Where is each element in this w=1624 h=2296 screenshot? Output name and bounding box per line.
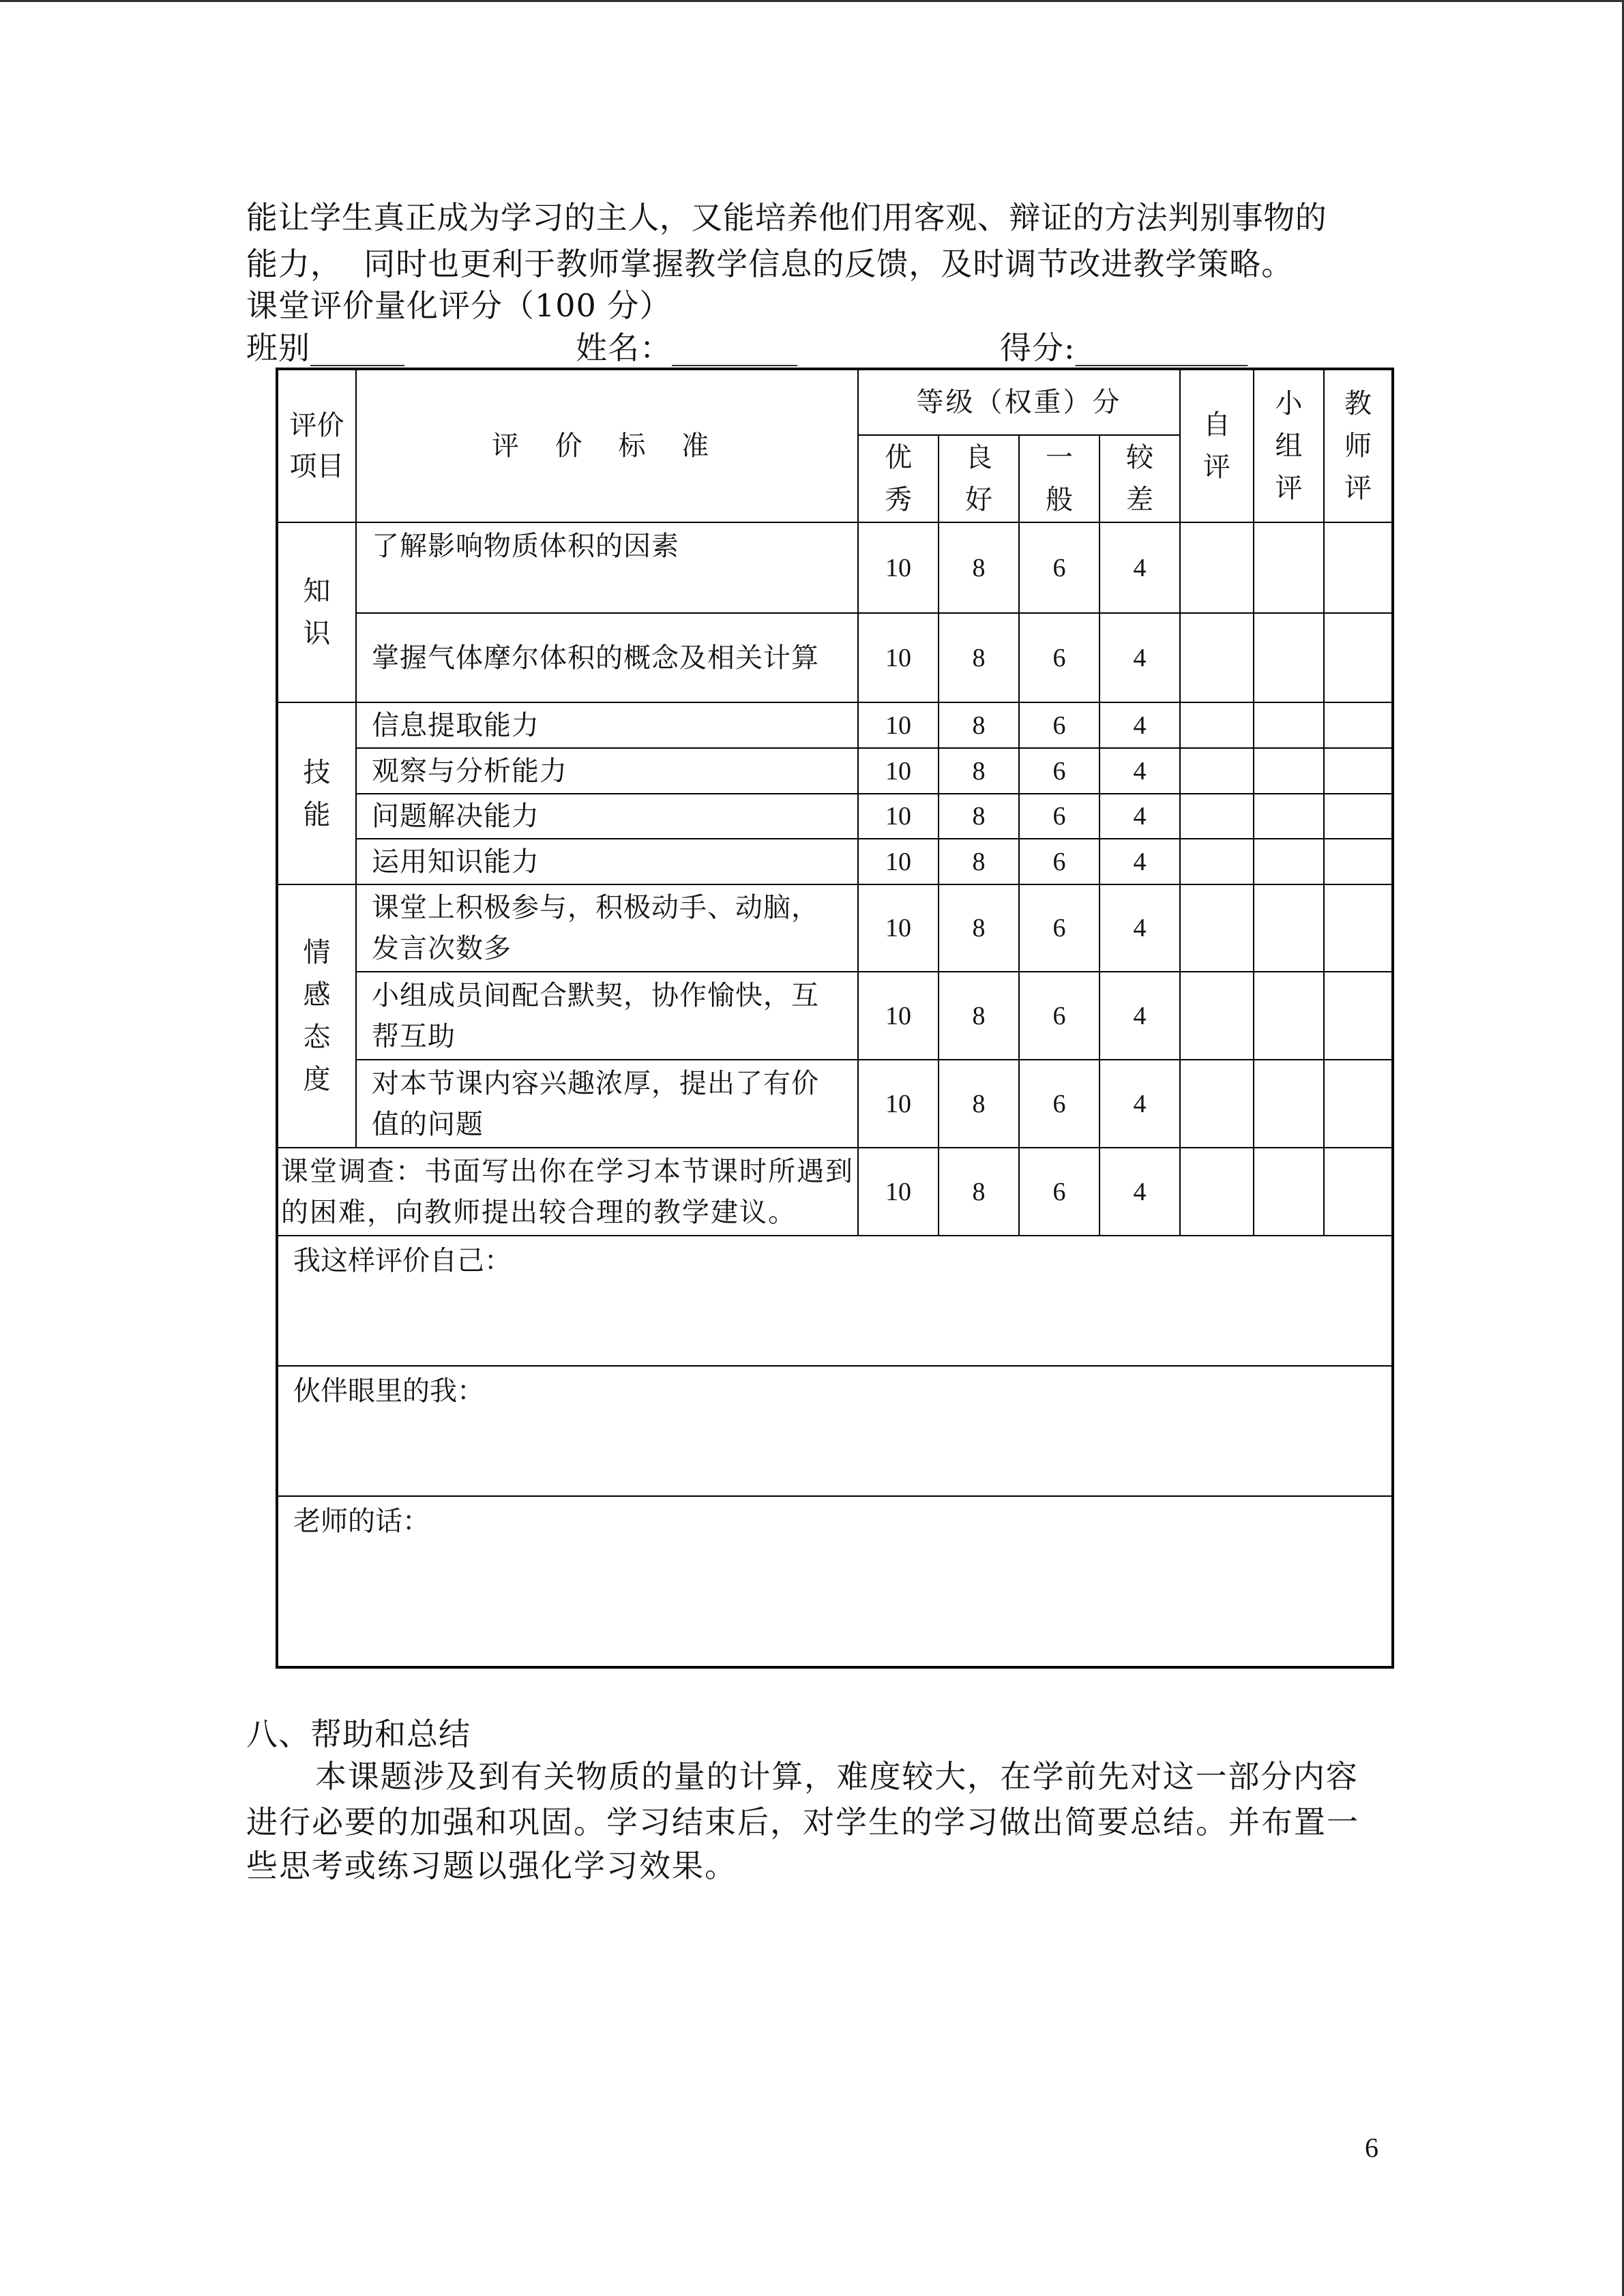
teacher-eval-cell [1324,839,1393,884]
comment-row [277,1366,1393,1496]
summary-line: 些思考或练习题以强化学习效果。 [246,1847,737,1884]
criterion-cell [356,839,858,884]
survey-text: 的困难，向教师提出较合理的教学建议。 [281,1196,797,1228]
table-row [277,839,1393,884]
teacher-eval-cell [1324,884,1393,972]
header-excellent [858,435,939,522]
group-eval-cell [1254,613,1324,702]
self-eval-cell [1180,613,1254,702]
category-attitude [277,884,356,1148]
score-average: 6 [1019,972,1099,1060]
page-number: 6 [1365,2132,1378,2163]
self-eval-cell [1180,839,1254,884]
score-good: 8 [939,1148,1019,1236]
score-poor: 4 [1099,613,1180,702]
table-row [277,748,1393,794]
teacher-eval-cell [1324,1060,1393,1148]
criterion-text: 帮互助 [372,1020,456,1052]
class-field [246,327,404,369]
grade-level-label: 一般 [1046,442,1073,516]
header-teacher-label: 教师评 [1344,388,1372,504]
score-excellent: 10 [858,794,939,839]
criterion-text: 了解影响物质体积的因素 [372,531,679,562]
score-poor: 4 [1099,839,1180,884]
header-teacher [1324,369,1393,522]
group-eval-cell [1254,748,1324,794]
grade-level-label: 良好 [965,442,992,516]
header-group-label: 小组评 [1275,388,1303,504]
header-group [1254,369,1324,522]
self-comment-label: 我这样评价自己： [293,1245,512,1277]
survey-cell [277,1148,858,1236]
self-eval-cell [1180,972,1254,1060]
group-eval-cell [1254,522,1324,613]
peer-comment-cell [277,1366,1393,1496]
comment-row [277,1496,1393,1667]
score-excellent: 10 [858,702,939,748]
score-poor: 4 [1099,794,1180,839]
score-average: 6 [1019,702,1099,748]
score-poor: 4 [1099,1148,1180,1236]
category-label: 知识 [303,576,331,649]
self-comment-cell [277,1236,1393,1366]
peer-comment-label: 伙伴眼里的我： [293,1375,484,1407]
criterion-text: 问题解决能力 [372,801,540,832]
group-eval-cell [1254,972,1324,1060]
criterion-text: 运用知识能力 [372,846,540,878]
score-poor: 4 [1099,884,1180,972]
score-good: 8 [939,613,1019,702]
class-label: 班别 [246,329,310,366]
self-eval-cell [1180,522,1254,613]
name-field [576,327,797,369]
teacher-eval-cell [1324,1148,1393,1236]
group-eval-cell [1254,884,1324,972]
score-excellent: 10 [858,839,939,884]
name-blank: ________ [672,329,797,366]
intro-line: 能让学生真正成为学习的主人，又能培养他们用客观、辩证的方法判别事物的 [246,199,1327,236]
criterion-cell [356,522,858,613]
teacher-comment-label: 老师的话： [293,1506,430,1537]
grade-level-label: 优秀 [885,442,912,516]
score-good: 8 [939,748,1019,794]
criterion-cell [356,748,858,794]
score-good: 8 [939,972,1019,1060]
score-poor: 4 [1099,748,1180,794]
criterion-cell [356,972,858,1060]
survey-row [277,1148,1393,1236]
self-eval-cell [1180,884,1254,972]
group-eval-cell [1254,702,1324,748]
self-eval-cell [1180,702,1254,748]
score-average: 6 [1019,522,1099,613]
score-poor: 4 [1099,522,1180,613]
header-good [939,435,1019,522]
self-eval-cell [1180,748,1254,794]
score-excellent: 10 [858,1148,939,1236]
table-row [277,1060,1393,1148]
table-row [277,613,1393,702]
criterion-text: 观察与分析能力 [372,755,567,787]
name-label: 姓名： [576,329,672,366]
criterion-text: 课堂上积极参与，积极动手、动脑， [372,892,819,923]
score-average: 6 [1019,1148,1099,1236]
criterion-text: 掌握气体摩尔体积的概念及相关计算 [372,642,819,674]
criterion-cell [356,884,858,972]
score-excellent: 10 [858,522,939,613]
group-eval-cell [1254,1148,1324,1236]
score-excellent: 10 [858,1060,939,1148]
score-good: 8 [939,522,1019,613]
header-item-label: 评价项目 [289,410,344,482]
category-knowledge [277,522,356,702]
header-criteria [356,369,858,522]
score-excellent: 10 [858,972,939,1060]
self-eval-cell [1180,1060,1254,1148]
header-row [277,369,1393,435]
score-blank: ___________ [1075,329,1248,366]
comment-row [277,1236,1393,1366]
class-blank: ______ [310,329,404,366]
teacher-eval-cell [1324,972,1393,1060]
criterion-cell [356,702,858,748]
criterion-text: 发言次数多 [372,933,512,964]
group-eval-cell [1254,1060,1324,1148]
score-average: 6 [1019,884,1099,972]
score-average: 6 [1019,794,1099,839]
form-title: 课堂评价量化评分（100 分） [246,287,672,324]
teacher-eval-cell [1324,522,1393,613]
summary-line: 本课题涉及到有关物质的量的计算，难度较大，在学前先对这一部分内容 [315,1758,1359,1795]
intro-line: 能力， 同时也更利于教师掌握教学信息的反馈，及时调节改进教学策略。 [246,245,1294,282]
table-row [277,972,1393,1060]
criterion-text: 小组成员间配合默契，协作愉快，互 [372,979,819,1011]
score-good: 8 [939,884,1019,972]
grade-level-label: 较差 [1126,442,1153,516]
score-excellent: 10 [858,884,939,972]
score-average: 6 [1019,839,1099,884]
table-row [277,702,1393,748]
criterion-text: 信息提取能力 [372,709,540,741]
teacher-comment-cell [277,1496,1393,1667]
score-average: 6 [1019,748,1099,794]
section-heading: 八、帮助和总结 [246,1716,471,1753]
score-label: 得分: [1000,329,1076,366]
self-eval-cell [1180,1148,1254,1236]
criterion-cell [356,1060,858,1148]
score-good: 8 [939,702,1019,748]
score-average: 6 [1019,613,1099,702]
score-average: 6 [1019,1060,1099,1148]
header-grade-label: 等级（权重）分 [916,387,1122,418]
header-criteria-label: 评 价 标 准 [491,430,723,462]
criterion-cell [356,794,858,839]
self-eval-cell [1180,794,1254,839]
criterion-text: 值的问题 [372,1108,484,1140]
survey-text: 课堂调查：书面写出你在学习本节课时所遇到 [281,1155,854,1187]
category-skills [277,702,356,884]
score-good: 8 [939,794,1019,839]
header-poor [1099,435,1180,522]
category-label: 技能 [303,756,331,831]
score-excellent: 10 [858,748,939,794]
table-row [277,794,1393,839]
header-self-label: 自评 [1203,409,1230,483]
teacher-eval-cell [1324,613,1393,702]
category-label: 情感态度 [303,937,331,1095]
group-eval-cell [1254,794,1324,839]
score-good: 8 [939,839,1019,884]
score-poor: 4 [1099,972,1180,1060]
table-row [277,884,1393,972]
score-poor: 4 [1099,1060,1180,1148]
group-eval-cell [1254,839,1324,884]
header-item [277,369,356,522]
header-self [1180,369,1254,522]
table-row [277,522,1393,613]
score-poor: 4 [1099,702,1180,748]
criterion-cell [356,613,858,702]
teacher-eval-cell [1324,748,1393,794]
header-average [1019,435,1099,522]
header-grade [858,369,1180,435]
score-field [1000,327,1248,369]
summary-line: 进行必要的加强和巩固。学习结束后，对学生的学习做出简要总结。并布置一 [246,1804,1359,1840]
score-excellent: 10 [858,613,939,702]
teacher-eval-cell [1324,702,1393,748]
evaluation-table-wrap [276,368,1391,1669]
evaluation-table [276,368,1394,1669]
score-good: 8 [939,1060,1019,1148]
teacher-eval-cell [1324,794,1393,839]
criterion-text: 对本节课内容兴趣浓厚，提出了有价 [372,1067,819,1099]
